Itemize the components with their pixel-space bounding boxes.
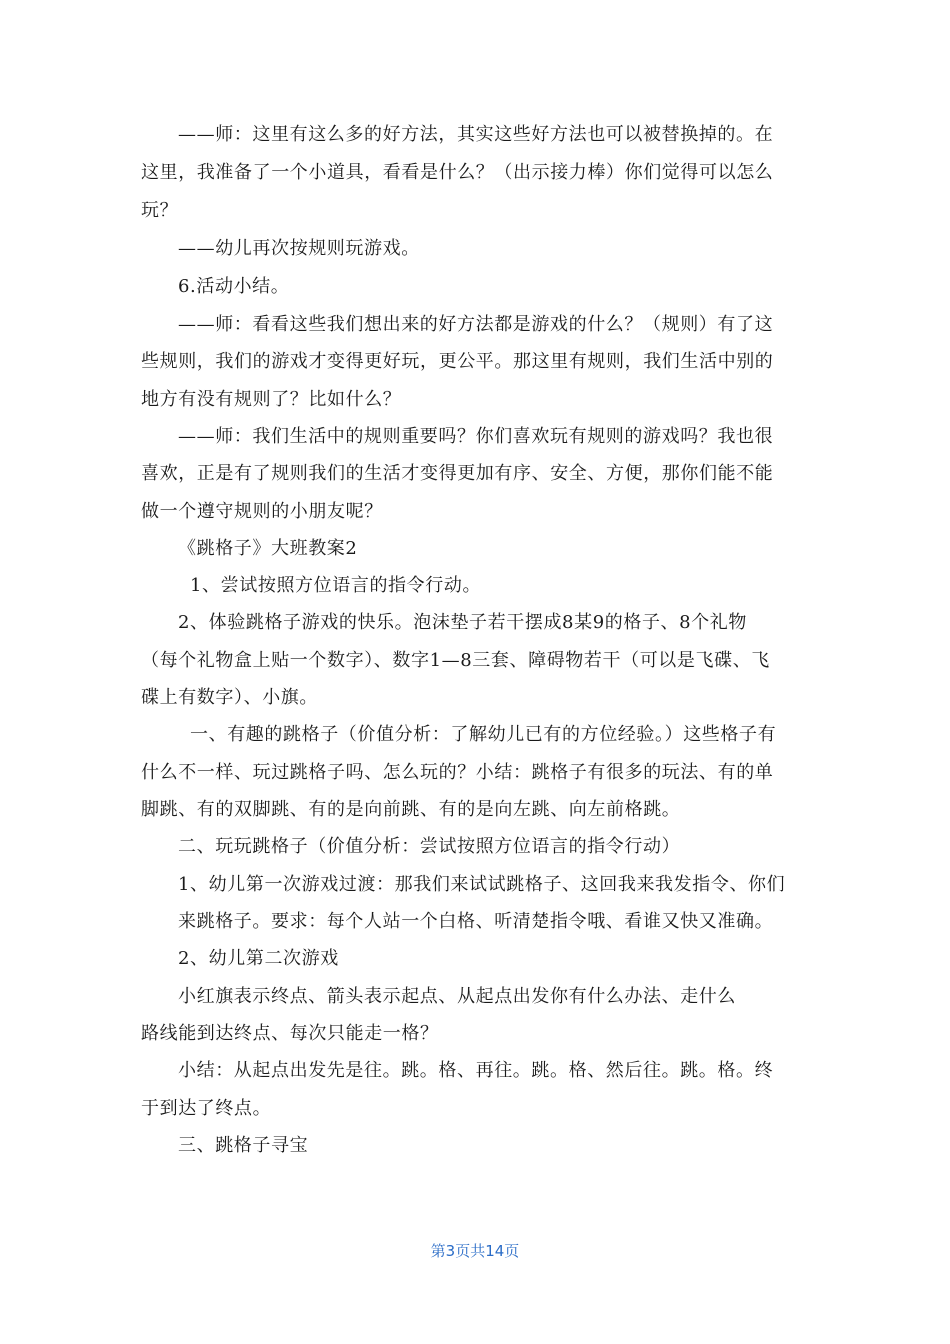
body-text-line: 地方有没有规则了？比如什么？: [141, 389, 402, 410]
body-text-line: 什么不一样、玩过跳格子吗、怎么玩的？小结：跳格子有很多的玩法、有的单: [141, 762, 774, 783]
body-text-line: （每个礼物盒上贴一个数字）、数字1—8三套、障碍物若干（可以是飞碟、飞: [141, 650, 770, 671]
section-heading: 一、有趣的跳格子（价值分析：了解幼儿已有的方位经验。）这些格子有: [190, 724, 777, 745]
body-text-line: 于到达了终点。: [141, 1098, 272, 1119]
body-text-line: 些规则，我们的游戏才变得更好玩，更公平。那这里有规则，我们生活中别的: [141, 351, 774, 372]
body-text-line: 玩？: [141, 200, 179, 221]
body-text-line: ——师：我们生活中的规则重要吗？你们喜欢玩有规则的游戏吗？我也很: [178, 426, 774, 447]
section-heading: 三、跳格子寻宝: [178, 1135, 309, 1156]
body-text-line: 1、尝试按照方位语言的指令行动。: [190, 575, 482, 596]
body-text-line: 碟上有数字）、小旗。: [141, 687, 318, 708]
section-heading: 6.活动小结。: [178, 276, 290, 297]
body-text-line: 喜欢，正是有了规则我们的生活才变得更加有序、安全、方便，那你们能不能: [141, 463, 774, 484]
body-text-line: 脚跳、有的双脚跳、有的是向前跳、有的是向左跳、向左前格跳。: [141, 799, 681, 820]
body-text-line: 2、幼儿第二次游戏: [178, 948, 339, 969]
section-heading: 二、玩玩跳格子（价值分析：尝试按照方位语言的指令行动）: [178, 836, 681, 857]
section-title: 《跳格子》大班教案2: [178, 538, 358, 559]
body-text-line: 这里，我准备了一个小道具，看看是什么？（出示接力棒）你们觉得可以怎么: [141, 162, 774, 183]
body-text-line: ——师：看看这些我们想出来的好方法都是游戏的什么？（规则）有了这: [178, 314, 774, 335]
body-text-line: ——幼儿再次按规则玩游戏。: [178, 238, 420, 259]
body-text-line: 2、体验跳格子游戏的快乐。泡沫垫子若干摆成8某9的格子、8个礼物: [178, 612, 748, 633]
body-text-line: ——师：这里有这么多的好方法，其实这些好方法也可以被替换掉的。在: [178, 124, 774, 145]
body-text-line: 来跳格子。要求：每个人站一个白格、听清楚指令哦、看谁又快又准确。: [178, 911, 774, 932]
body-text-line: 1、幼儿第一次游戏过渡：那我们来试试跳格子、这回我来我发指令、你们: [178, 874, 786, 895]
body-text-line: 路线能到达终点、每次只能走一格？: [141, 1023, 439, 1044]
body-text-line: 做一个遵守规则的小朋友呢？: [141, 501, 383, 522]
body-text-line: 小结：从起点出发先是往。跳。格、再往。跳。格、然后往。跳。格。终: [178, 1060, 774, 1081]
body-text-line: 小红旗表示终点、箭头表示起点、从起点出发你有什么办法、走什么: [178, 986, 736, 1007]
page-number: 第3页共14页: [430, 1242, 520, 1260]
